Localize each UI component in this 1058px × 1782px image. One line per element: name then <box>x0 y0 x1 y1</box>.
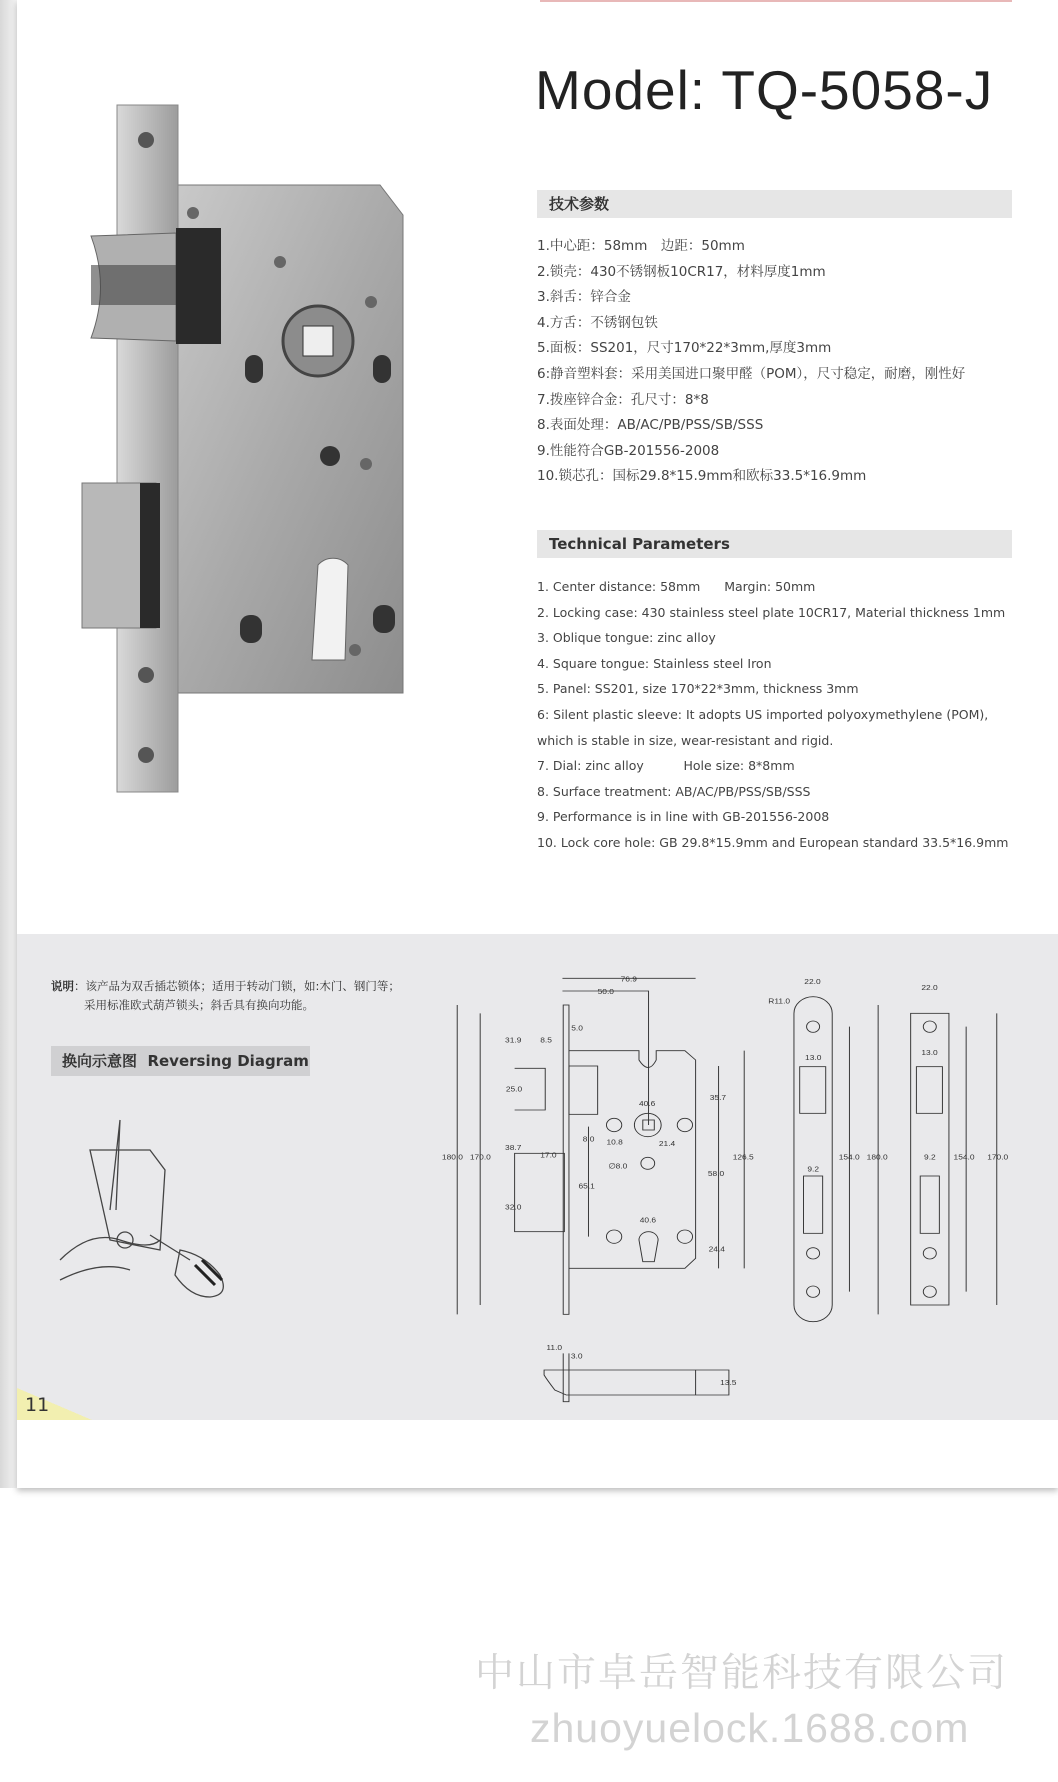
dim-label: 35.7 <box>709 1093 727 1102</box>
dim-label: 170.0 <box>469 1152 491 1162</box>
dim-label: 10.8 <box>606 1137 623 1147</box>
dim-label: 180.0 <box>866 1152 888 1162</box>
top-rule <box>540 0 1012 2</box>
list-item: 8.表面处理：AB/AC/PB/PSS/SB/SSS <box>537 417 764 434</box>
dim-label: 32.0 <box>505 1202 522 1212</box>
page-gutter <box>0 0 17 1488</box>
technical-drawing <box>440 960 1040 1410</box>
dim-label: 180.0 <box>441 1152 463 1162</box>
page-number-tab <box>17 1388 92 1420</box>
en-params-heading: Technical Parameters <box>537 530 1012 558</box>
cn-params-heading: 技术参数 <box>537 190 1012 218</box>
dim-label: 154.0 <box>953 1152 975 1162</box>
list-item: 10.锁芯孔：国标29.8*15.9mm和欧标33.5*16.9mm <box>537 468 867 485</box>
dim-label: 170.0 <box>987 1152 1009 1162</box>
list-item: 9.性能符合GB-201556-2008 <box>537 442 720 459</box>
list-item: 9. Performance is in line with GB-201556-2008 <box>537 809 830 825</box>
note-line-1: ：该产品为双舌插芯锁体；适用于转动门锁，如:木门、钢门等； <box>74 979 400 993</box>
dim-label: 11.0 <box>546 1343 563 1352</box>
dim-label: 58.0 <box>707 1169 725 1178</box>
dim-label: 9.2 <box>924 1152 936 1162</box>
list-item: 1.中心距：58mm 边距：50mm <box>537 238 745 254</box>
list-item: 3. Oblique tongue: zinc alloy <box>537 630 716 646</box>
list-item: 2.锁壳：430不锈钢板10CR17，材料厚度1mm <box>537 263 826 280</box>
dim-label: 24.4 <box>708 1245 725 1254</box>
en-params-list <box>537 574 1008 856</box>
list-item: 3.斜舌：锌合金 <box>537 289 631 306</box>
cylinder-cutout <box>312 558 348 660</box>
lock-case-drawing <box>457 978 744 1314</box>
dim-label: 25.0 <box>505 1085 523 1094</box>
dim-label: 31.9 <box>505 1036 522 1045</box>
description-note <box>51 977 400 1015</box>
list-item: 6: Silent plastic sleeve: It adopts US imported polyoxymethylene (POM), <box>537 706 989 722</box>
list-item: 5.面板：SS201，尺寸170*22*3mm,厚度3mm <box>537 340 832 357</box>
dim-label: 126.5 <box>732 1152 754 1162</box>
dim-label: 65.1 <box>578 1181 595 1191</box>
dim-label: ∅8.0 <box>608 1161 628 1171</box>
spindle-drawing <box>544 1353 729 1401</box>
list-item: 4.方舌：不锈钢包铁 <box>537 314 658 331</box>
dim-label: 154.0 <box>838 1152 860 1162</box>
dim-label: 9.2 <box>807 1164 820 1174</box>
list-item: 8. Surface treatment: AB/AC/PB/PSS/SB/SSS <box>537 783 811 799</box>
dim-label: 38.7 <box>505 1143 522 1152</box>
dim-label: 13.0 <box>805 1053 822 1062</box>
dim-label: 8.0 <box>582 1135 595 1144</box>
page-number: 11 <box>25 1394 50 1416</box>
list-item: which is stable in size, wear-resistant and rigid. <box>537 732 834 748</box>
watermark-site: zhuoyuelock.1688.com <box>530 1705 970 1751</box>
dim-label: 40.6 <box>639 1216 657 1225</box>
dim-label: R11.0 <box>768 996 791 1006</box>
list-item: 2. Locking case: 430 stainless steel plate 10CR17, Material thickness 1mm <box>537 604 1006 620</box>
reversing-diagram-heading: 换向示意图 Reversing Diagram <box>51 1046 310 1076</box>
dim-label: 8.5 <box>540 1036 552 1045</box>
dim-label: 76.9 <box>620 975 637 984</box>
list-item: 10. Lock core hole: GB 29.8*15.9mm and European standard 33.5*16.9mm <box>537 834 1009 850</box>
list-item: 4. Square tongue: Stainless steel Iron <box>537 655 772 671</box>
dim-label: 22.0 <box>921 983 938 992</box>
dim-label: 3.0 <box>570 1351 583 1361</box>
dim-label: 21.4 <box>658 1139 676 1148</box>
list-item: 1. Center distance: 58mm Margin: 50mm <box>537 579 816 594</box>
list-item: 5. Panel: SS201, size 170*22*3mm, thickness 3mm <box>537 681 859 697</box>
note-line-2: 采用标准欧式葫芦锁头；斜舌具有换向功能。 <box>84 998 314 1012</box>
reversing-diagram <box>50 1110 250 1300</box>
dim-label: 40.6 <box>638 1099 656 1108</box>
faceplate <box>117 105 178 792</box>
watermark-company: 中山市卓岳智能科技有限公司 <box>475 1652 1009 1695</box>
dim-label: 13.0 <box>921 1048 938 1057</box>
dim-label: 50.0 <box>597 987 614 996</box>
list-item: 6:静音塑料套：采用美国进口聚甲醛（POM），尺寸稳定，耐磨，刚性好 <box>537 365 966 382</box>
dim-label: 17.0 <box>540 1150 557 1160</box>
dim-label: 5.0 <box>571 1024 583 1033</box>
lock-body-photo <box>60 95 420 805</box>
dim-label: 13.5 <box>720 1378 737 1387</box>
note-label: 说明 <box>51 979 74 993</box>
model-title: Model: TQ-5058-J <box>535 59 994 121</box>
list-item: 7. Dial: zinc alloy Hole size: 8*8mm <box>537 758 795 774</box>
cn-params-list <box>537 234 965 490</box>
dim-label: 22.0 <box>804 977 821 986</box>
list-item: 7.拨座锌合金：孔尺寸：8*8 <box>537 391 709 408</box>
strike-plate-rounded <box>794 997 878 1322</box>
